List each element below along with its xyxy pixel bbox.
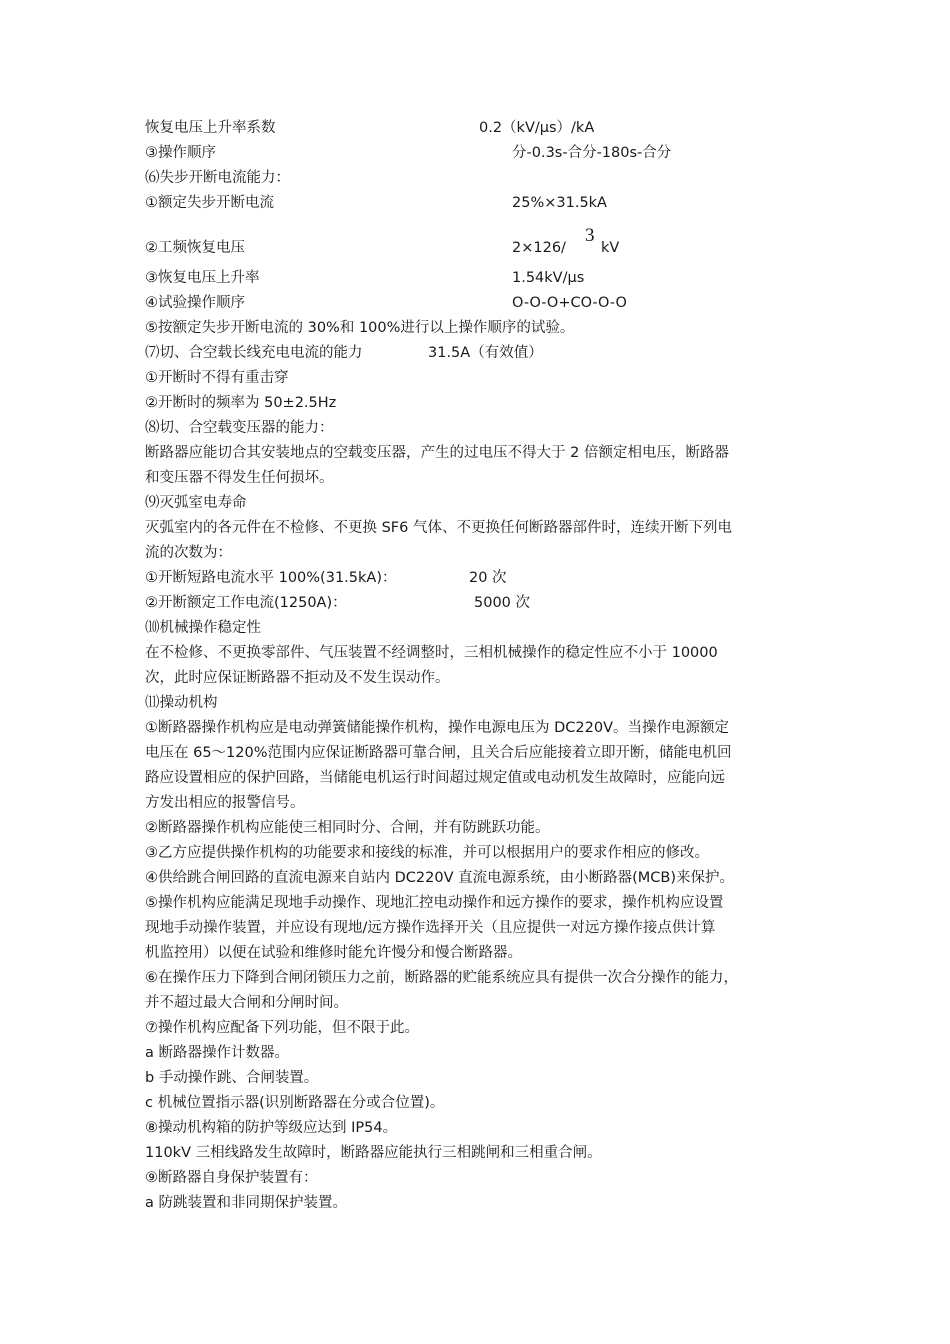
list-item: a 防跳装置和非同期保护装置。 <box>145 1195 347 1211</box>
text-value: 0.2（kV/μs）/kA <box>479 120 595 136</box>
text-line: ⑧操动机构箱的防护等级应达到 IP54。 <box>145 1120 398 1136</box>
text-line: 断路器应能切合其安装地点的空载变压器，产生的过电压不得大于 2 倍额定相电压，断路器 <box>145 445 729 461</box>
text-value: 2×126/ <box>512 240 566 256</box>
text-value: 分-0.3s-合分-180s-合分 <box>512 145 672 161</box>
text-value: 31.5A（有效值） <box>428 345 543 361</box>
text-line: ⑦操作机构应配备下列功能，但不限于此。 <box>145 1020 419 1036</box>
text-line: 110kV 三相线路发生故障时，断路器应能执行三相跳闸和三相重合闸。 <box>145 1145 602 1161</box>
list-item: b 手动操作跳、合闸装置。 <box>145 1070 319 1086</box>
text-line: 方发出相应的报警信号。 <box>145 795 305 811</box>
text-line: 次，此时应保证断路器不拒动及不发生误动作。 <box>145 670 450 686</box>
text-line: 现地手动操作装置，并应设有现地/远方操作选择开关（且应提供一对远方操作接点供计算 <box>145 920 716 936</box>
text-line: 灭弧室内的各元件在不检修、不更换 SF6 气体、不更换任何断路器部件时，连续开断下列电 <box>145 520 732 536</box>
text-line: 和变压器不得发生任何损坏。 <box>145 470 334 486</box>
text-line: 在不检修、不更换零部件、气压装置不经调整时，三相机械操作的稳定性应不小于 10000 <box>145 645 718 661</box>
section-heading: ⑾操动机构 <box>145 695 218 711</box>
text-line: ④供给跳合闸回路的直流电源来自站内 DC220V 直流电源系统，由小断路器(MCB)来保护。 <box>145 870 734 886</box>
text-line: ⑤按额定失步开断电流的 30%和 100%进行以上操作顺序的试验。 <box>145 320 575 336</box>
text-line: ⑤操作机构应能满足现地手动操作、现地汇控电动操作和远方操作的要求，操作机构应设置 <box>145 895 724 911</box>
text-line: ②工频恢复电压 <box>145 240 245 256</box>
sqrt-three-symbol: 3 <box>585 225 595 246</box>
section-heading: ⑺切、合空载长线充电电流的能力 <box>145 345 363 361</box>
text-line: 恢复电压上升率系数 <box>145 120 276 136</box>
text-value: O-O-O+CO-O-O <box>512 295 627 311</box>
text-line: ④试验操作顺序 <box>145 295 245 311</box>
text-line: 电压在 65～120%范围内应保证断路器可靠合闸，且关合后应能接着立即开断，储能电机回 <box>145 745 732 761</box>
section-heading: ⑹失步开断电流能力： <box>145 170 290 186</box>
text-line: ⑨断路器自身保护装置有： <box>145 1170 318 1186</box>
list-item: c 机械位置指示器(识别断路器在分或合位置)。 <box>145 1095 445 1111</box>
text-line: ②断路器操作机构应能使三相同时分、合闸，并有防跳跃功能。 <box>145 820 550 836</box>
text-line: ①开断时不得有重击穿 <box>145 370 289 386</box>
text-value: 25%×31.5kA <box>512 195 607 211</box>
text-line: 路应设置相应的保护回路，当储能电机运行时间超过规定值或电动机发生故障时，应能向远 <box>145 770 725 786</box>
text-line: 流的次数为： <box>145 545 232 561</box>
text-line: ③恢复电压上升率 <box>145 270 260 286</box>
text-line: ①额定失步开断电流 <box>145 195 274 211</box>
text-line: ①开断短路电流水平 100%(31.5kA)： <box>145 570 397 586</box>
text-line: ③乙方应提供操作机构的功能要求和接线的标准，并可以根据用户的要求作相应的修改。 <box>145 845 709 861</box>
text-line: 并不超过最大合闸和分闸时间。 <box>145 995 348 1011</box>
text-value: 5000 次 <box>474 595 531 611</box>
text-line: ②开断额定工作电流(1250A)： <box>145 595 347 611</box>
text-line: ⑥在操作压力下降到合闸闭锁压力之前，断路器的贮能系统应具有提供一次合分操作的能力， <box>145 970 738 986</box>
text-value: 20 次 <box>469 570 507 586</box>
list-item: a 断路器操作计数器。 <box>145 1045 289 1061</box>
section-heading: ⑽机械操作稳定性 <box>145 620 261 636</box>
text-line: ③操作顺序 <box>145 145 216 161</box>
section-heading: ⑻切、合空载变压器的能力： <box>145 420 334 436</box>
section-heading: ⑼灭弧室电寿命 <box>145 495 247 511</box>
text-line: ②开断时的频率为 50±2.5Hz <box>145 395 337 411</box>
text-line: ①断路器操作机构应是电动弹簧储能操作机构，操作电源电压为 DC220V。当操作电源额定 <box>145 720 729 736</box>
text-unit: kV <box>601 240 620 256</box>
text-line: 机监控用）以便在试验和维修时能允许慢分和慢合断路器。 <box>145 945 522 961</box>
text-value: 1.54kV/μs <box>512 270 585 286</box>
